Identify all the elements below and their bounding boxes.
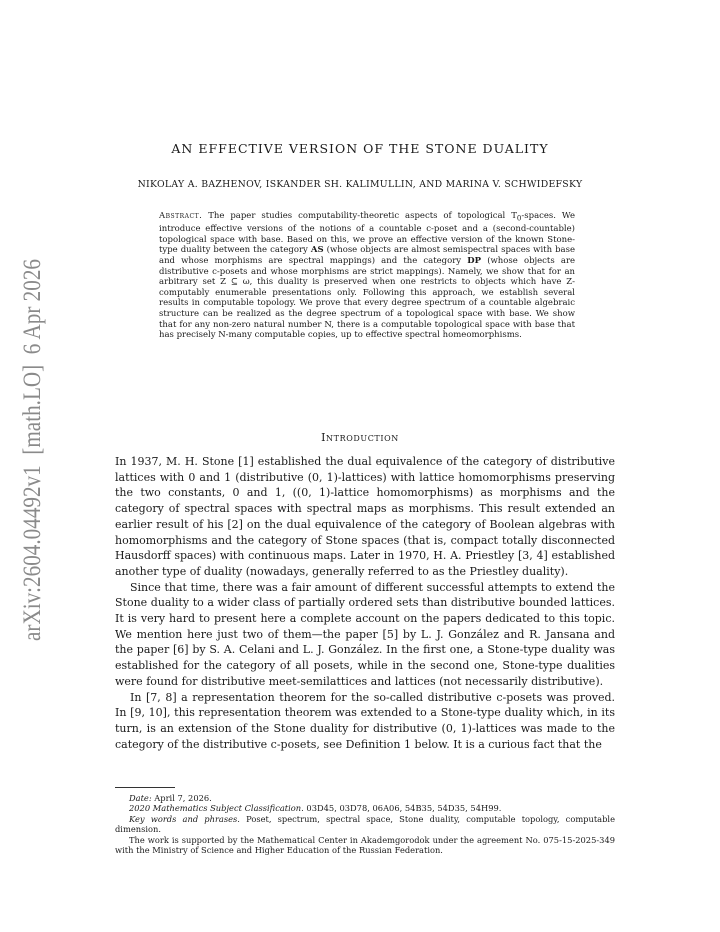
paper-title: AN EFFECTIVE VERSION OF THE STONE DUALITY [171,141,549,156]
footnote-keywords-label: Key words and phrases. [129,813,240,824]
footnote-keywords-value: Poset, spectrum, spectral space, Stone duality, computable topology, computable dimension. [115,813,615,835]
abstract-category-dp: DP [467,256,482,267]
paper-authors: NIKOLAY A. BAZHENOV, ISKANDER SH. KALIMULLIN, AND MARINA V. SCHWIDEFSKY [137,179,583,190]
footnote-date-value: April 7, 2026. [154,793,212,803]
body-text [115,454,615,752]
abstract-text-2: -spaces. We introduce effective versions of the notions of a countable c-poset and a (second-countable) topological space with base. Based on this, we prove an effective version of the known Stone-type duality between the category [159,211,575,256]
footnote-date [115,793,615,803]
abstract-text-1: The paper studies computability-theoretic aspects of topological T [208,211,517,221]
abstract-heading: Abstract. [159,211,203,221]
footnote-keywords [115,814,615,835]
body-paragraph-2: Since that time, there was a fair amount of different successful attempts to extend the Stone duality to a wider class of partially ordered sets than distributive bounded lattices. It is very hard to present here a complete account on the papers dedicated to this topic. We mention here just two of them—the paper [5] by L. J. González and R. Jansana and the paper [6] by S. A. Celani and L. J. González. In the first one, a Stone-type duality was established for the category of all posets, while in the second one, Stone-type dualities were found for distributive meet-semilattices and lattices (not necessarily distributive). [115,580,615,688]
arxiv-identifier [8,250,54,650]
body-paragraph-1: In 1937, M. H. Stone [1] established the dual equivalence of the category of distributive lattices with 0 and 1 (distributive (0, 1)-lattices) with lattice homomorphisms preserving the two constants, 0 and 1, ((0, 1)-lattice homomorphisms) as morphisms and the category of spectral spaces with spectral maps as morphisms. This result extended an earlier result of his [2] on the dual equivalence of the category of Boolean algebras with homomorphisms and the category of Stone spaces (that is, compact totally disconnected Hausdorff spaces) with continuous maps. Later in 1970, H. A. Priestley [3, 4] established another type of duality (nowadays, generally referred to as the Priestley duality). [115,455,615,578]
abstract-text-4: (whose objects are distributive c-posets and whose morphisms are strict mappings). Namely, we show that for an arbitrary set Z ⊆ ω, this duality is preserved when one restricts to objects which have Z-computably enumerable presentations only. Following this approach, we establish several results in computable topology. We prove that every degree spectrum of a countable algebraic structure can be realized as the degree spectrum of a topological space with base. We show that for any non-zero natural number N, there is a computable topological space with base that has precisely N-many computable copies, up to effective spectral homeomorphisms. [159,256,576,341]
footnote-msc-label: 2020 Mathematics Subject Classification. [129,803,304,814]
footnote-msc [115,803,615,813]
abstract-text-3: (whose objects are almost semispectral spaces with base and whose morphisms are spectral mappings) and the category [159,245,576,267]
footnote-support: The work is supported by the Mathematical Center in Akademgorodok under the agreement No. 075-15-2025-349 with the Ministry of Science and Higher Education of the Russian Federation. [115,834,615,856]
abstract-category-as: AS [310,245,324,256]
abstract [159,211,575,341]
section-heading-introduction: Introduction [321,431,399,444]
footnotes [115,793,615,855]
footnote-date-label: Date: [129,793,152,803]
abstract-subscript: 0 [516,213,522,223]
arxiv-identifier-text: arXiv:2604.04492v1 [math.LO] 6 Apr 2026 [19,250,46,641]
body-paragraph-3: In [7, 8] a representation theorem for the so-called distributive c-posets was proved. In [9, 10], this representation theorem was extended to a Stone-type duality which, in its turn, is an extension of the Stone duality for distributive (0, 1)-lattices was made to the category of the distributive c-posets, see Definition 1 below. It is a curious fact that the [115,690,615,751]
footnote-msc-value: 03D45, 03D78, 06A06, 54B35, 54D35, 54H99. [306,803,502,814]
footnote-rule [115,787,175,788]
